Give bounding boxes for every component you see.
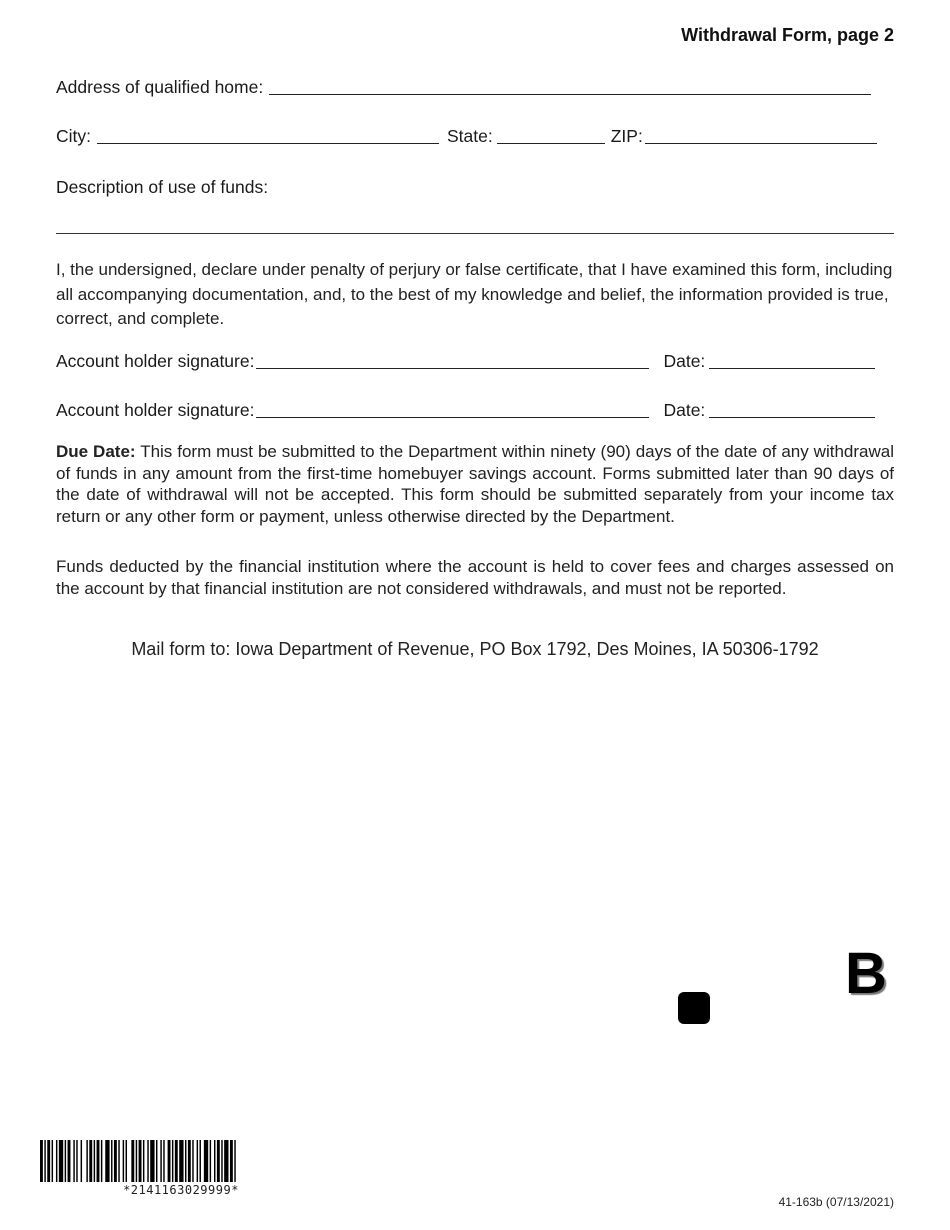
- barcode-bar: [179, 1140, 183, 1182]
- zip-field[interactable]: [645, 125, 877, 144]
- due-date-label: Due Date:: [56, 442, 136, 461]
- barcode-bar: [126, 1140, 127, 1182]
- barcode-bar: [150, 1140, 154, 1182]
- signature-row-2: [56, 399, 894, 421]
- barcode-bar: [214, 1140, 215, 1182]
- barcode-bar: [105, 1140, 109, 1182]
- barcode-bar: [111, 1140, 112, 1182]
- registration-square-mark: [678, 992, 710, 1024]
- barcode-bar: [40, 1140, 43, 1182]
- date-label: Date:: [663, 351, 706, 371]
- signature-label: Account holder signature:: [56, 400, 255, 420]
- due-date-text: This form must be submitted to the Department within ninety (90) days of the date of any withdrawal of funds in any amount from the first-time homebuyer savings account. Forms submitted later than 90 days of the date of withdrawal will not be accepted. This form should be submitted separately from your income tax return or any other form or payment, unless otherwise directed by the Department.: [56, 442, 894, 526]
- barcode-bar: [68, 1140, 71, 1182]
- barcode-bar: [185, 1140, 186, 1182]
- barcode-bar: [81, 1140, 82, 1182]
- description-row: [56, 176, 894, 198]
- signature-label: Account holder signature:: [56, 351, 255, 371]
- address-field[interactable]: [269, 76, 871, 95]
- barcode-bar: [172, 1140, 173, 1182]
- barcode-bar: [59, 1140, 63, 1182]
- barcode-bar: [197, 1140, 198, 1182]
- barcode-bar: [234, 1140, 235, 1182]
- barcode-bar: [97, 1140, 100, 1182]
- form-letter-mark: B: [845, 941, 887, 1006]
- barcode-bar: [123, 1140, 124, 1182]
- description-field[interactable]: [56, 233, 894, 234]
- barcode-bar: [156, 1140, 157, 1182]
- date-field-1[interactable]: [709, 350, 875, 369]
- barcode-bar: [44, 1140, 45, 1182]
- barcode-bar: [200, 1140, 201, 1182]
- barcode-bar: [52, 1140, 53, 1182]
- barcode-bar: [89, 1140, 92, 1182]
- city-label: City:: [56, 126, 91, 146]
- date-label: Date:: [663, 400, 706, 420]
- barcode-bar: [188, 1140, 191, 1182]
- barcode-bar: [47, 1140, 50, 1182]
- barcode-bar: [192, 1140, 193, 1182]
- barcode-bar: [73, 1140, 74, 1182]
- barcode-bar: [204, 1140, 208, 1182]
- barcode-bar: [221, 1140, 222, 1182]
- barcode-bar: [136, 1140, 137, 1182]
- barcode-bar: [163, 1140, 164, 1182]
- barcode-bar: [86, 1140, 87, 1182]
- barcode-bar: [168, 1140, 171, 1182]
- barcode-bar: [160, 1140, 161, 1182]
- barcode-bar: [210, 1140, 211, 1182]
- signature-row-1: [56, 350, 894, 372]
- funds-note-paragraph: Funds deducted by the financial institution where the account is held to cover fees and charges assessed on the account by that financial institution are not considered withdrawals, and must not be reported.: [56, 557, 894, 598]
- barcode-bar: [230, 1140, 233, 1182]
- barcode-bar: [118, 1140, 119, 1182]
- barcode-bar: [94, 1140, 95, 1182]
- form-id: 41-163b (07/13/2021): [778, 1195, 894, 1209]
- zip-label: ZIP:: [610, 126, 643, 146]
- signature-field-2[interactable]: [256, 399, 649, 418]
- barcode-bar: [56, 1140, 57, 1182]
- state-label: State:: [447, 126, 493, 146]
- date-field-2[interactable]: [709, 399, 875, 418]
- barcode-bars: [40, 1140, 322, 1182]
- barcode-bar: [147, 1140, 148, 1182]
- declaration-text: I, the undersigned, declare under penalty of perjury or false certificate, that I have examined this form, including all accompanying documentation, and, to the best of my knowledge and belief, the information provided is true, correct, and complete.: [56, 260, 893, 328]
- barcode-bar: [101, 1140, 102, 1182]
- barcode-bar: [143, 1140, 144, 1182]
- barcode-bar: [65, 1140, 66, 1182]
- barcode-bar: [76, 1140, 77, 1182]
- address-label: Address of qualified home:: [56, 77, 264, 97]
- address-row: [56, 76, 894, 98]
- barcode-number: *2141163029999*: [123, 1183, 239, 1197]
- city-state-zip-row: [56, 125, 894, 147]
- barcode-bar: [175, 1140, 178, 1182]
- barcode-bar: [217, 1140, 220, 1182]
- due-date-paragraph: [56, 441, 894, 527]
- city-field[interactable]: [97, 125, 439, 144]
- state-field[interactable]: [497, 125, 605, 144]
- barcode-bar: [131, 1140, 134, 1182]
- barcode-bar: [224, 1140, 228, 1182]
- barcode-bar: [139, 1140, 142, 1182]
- page-title: Withdrawal Form, page 2: [681, 25, 894, 45]
- barcode-bar: [114, 1140, 117, 1182]
- description-label: Description of use of funds:: [56, 177, 269, 197]
- barcode: [40, 1140, 322, 1197]
- signature-field-1[interactable]: [256, 350, 649, 369]
- mail-to-address: Mail form to: Iowa Department of Revenue, PO Box 1792, Des Moines, IA 50306-1792: [131, 639, 819, 659]
